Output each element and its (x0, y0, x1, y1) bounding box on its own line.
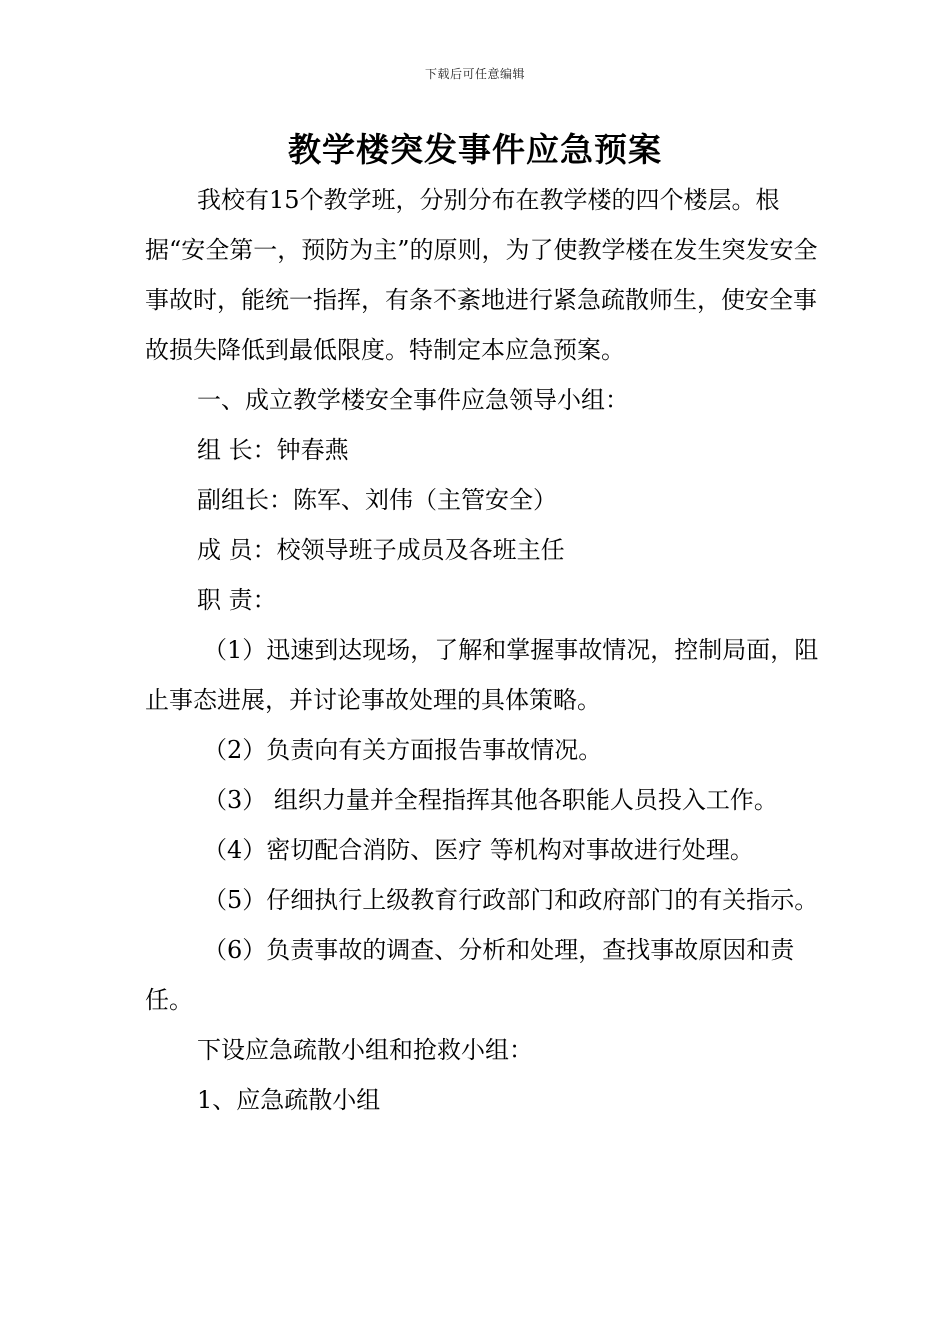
duty-item-4: （4）密切配合消防、医疗 等机构对事故进行处理。 (203, 836, 754, 864)
duty-item-6: （6）负责事故的调查、分析和处理，查找事故原因和责任。 (145, 936, 795, 1014)
duty-item-2: （2）负责向有关方面报告事故情况。 (203, 736, 603, 764)
deputy-leader-line: 副组长：陈军、刘伟（主管安全） (197, 486, 557, 514)
evacuation-group-heading: 1、应急疏散小组 (197, 1086, 381, 1114)
header-note: 下载后可任意编辑 (424, 67, 525, 81)
duty-item-5: （5）仔细执行上级教育行政部门和政府部门的有关指示。 (203, 886, 819, 914)
group-leader-line: 组 长：钟春燕 (197, 436, 349, 464)
intro-paragraph: 我校有15个教学班，分别分布在教学楼的四个楼层。根据“安全第一，预防为主”的原则，为了使教学楼在发生突发安全事故时，能统一指挥，有条不紊地进行紧急疏散师生，使安全事故损失降低到最低限度。特制定本应急预案。 (145, 186, 818, 364)
duties-heading: 职 责： (197, 586, 277, 614)
document-title: 教学楼突发事件应急预案 (288, 130, 662, 169)
duty-item-1: （1）迅速到达现场，了解和掌握事故情况，控制局面，阻止事态进展，并讨论事故处理的具体策略。 (145, 636, 819, 714)
document-body (145, 175, 825, 1125)
duty-item-3: （3） 组织力量并全程指挥其他各职能人员投入工作。 (203, 786, 778, 814)
members-line: 成 员：校领导班子成员及各班主任 (197, 536, 565, 564)
section-heading-leadership-group: 一、成立教学楼安全事件应急领导小组： (197, 386, 629, 414)
subgroups-line: 下设应急疏散小组和抢救小组： (197, 1036, 533, 1064)
